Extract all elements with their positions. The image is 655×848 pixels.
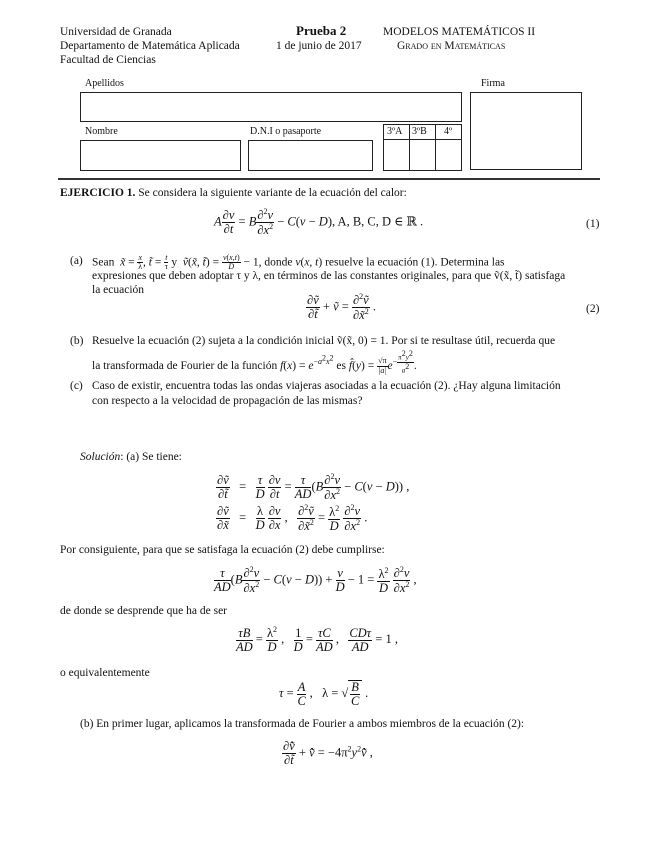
solution-intro: Solución: (a) Se tiene: — [80, 451, 182, 463]
dni-label: D.N.I o pasaporte — [250, 126, 322, 137]
degree-name: Grado en Matemáticas — [397, 40, 506, 52]
group-3b-label: 3ºB — [412, 126, 427, 137]
university-name: Universidad de Granada — [60, 26, 172, 38]
equation-1: A $\frac{\partial v}{\partial t}$ = B $\frac{\partial^2v}{\partial x^2}$ − C(v − D), A, B, C, D ∈ ℝ . — [214, 207, 424, 238]
part-a-line1: Sean x̃ = $\frac{x}{\lambda}$ , t̃ = $\frac{t}{\tau}$ y ṽ(x̃, t̃) = $\frac{v(x,t)}{D}$ − 1, donde v(x, t) resuelve la ecuación (1). Determina las — [92, 253, 505, 272]
solution-deduce: de donde se desprende que ha de ser — [60, 605, 228, 617]
solution-eq-derivative-x: $\frac{\text{∂ṽ}}{\partial x̃}$ = $\frac{\lambda}{D}$ $\frac{\partial v}{\partial x}$ , $\frac{\partial^2ṽ}{\partial x̃^2}$ = $\frac{\lambda^2}{D}$ $\frac{\partial^2v}{\partial x^2}$ . — [217, 503, 368, 534]
group-3a-label: 3ºA — [387, 126, 403, 137]
firma-label: Firma — [481, 78, 505, 89]
part-c-line1: Caso de existir, encuentra todas las ondas viajeras asociadas a la ecuación (2). ¿Hay alguna limitación — [92, 380, 561, 392]
firma-field[interactable] — [470, 92, 582, 170]
exercise-intro: EJERCICIO 1. Se considera la siguiente variante de la ecuación del calor: — [60, 187, 407, 199]
equation-2: $\frac{\text{∂ṽ}}{\partial t̃}$ + ṽ = $\frac{\partial^2ṽ}{\partial x̃^2}$ . — [307, 292, 376, 323]
part-b-line1: Resuelve la ecuación (2) sujeta a la condición inicial ṽ(x̃, 0) = 1. Por si te resultase útil, recuerda que — [92, 335, 556, 347]
apellidos-field[interactable] — [80, 92, 462, 122]
part-c-label: (c) — [70, 380, 83, 392]
part-b-line2: la transformada de Fourier de la función $f(x) = e^{-a^2x^2}$ es f̂(y) = $\frac{√\pi}{|a|}$ $e^{- \frac{\pi^2y^2}{a^2}}$ . — [92, 349, 417, 375]
part-c-line2: con respecto a la velocidad de propagación de las mismas? — [92, 395, 363, 407]
course-name: MODELOS MATEMÁTICOS II — [383, 26, 536, 38]
nombre-field[interactable] — [80, 140, 241, 171]
nombre-label: Nombre — [85, 126, 118, 137]
equation-1-number: (1) — [586, 218, 600, 230]
equation-2-number: (2) — [586, 303, 600, 315]
header-divider — [58, 178, 600, 180]
solution-parameter-relations: $\frac{\tau B}{AD}$ = $\frac{\lambda^2}{D}$ , $\frac{1}{D}$ = $\frac{\tau C}{AD}$ , $\frac{\text{CDτ}}{AD}$ = 1 , — [236, 625, 398, 655]
solution-equivalently: o equivalentemente — [60, 667, 150, 679]
exercise-heading: EJERCICIO 1. — [60, 187, 136, 199]
group-4-label: 4º — [444, 126, 453, 137]
faculty-name: Facultad de Ciencias — [60, 54, 156, 66]
solution-consequently: Por consiguiente, para que se satisfaga la ecuación (2) debe cumplirse: — [60, 544, 385, 556]
apellidos-label: Apellidos — [85, 78, 124, 89]
solution-eq-derivative-t: $\frac{\text{∂ṽ}}{\partial t̃}$ = $\frac{\tau}{D}$ $\frac{\partial v}{\partial t}$ = $\frac{\tau}{AD}$ (B $\frac{\partial^2v}{\partial x^2}$ − C(v − D)) , — [217, 472, 410, 503]
solution-part-b-intro: (b) En primer lugar, aplicamos la transformada de Fourier a ambos miembros de la ecuación (2): — [80, 718, 525, 730]
solution-tau-lambda: τ = $\frac{A}{C}$ , λ = √ $\frac{B}{C}$ . — [279, 679, 369, 709]
part-a-label: (a) — [70, 255, 83, 267]
part-a-line2: expresiones que deben adoptar τ y λ, en términos de las constantes originales, para que ṽ(x̃, t̃) satisfaga — [92, 270, 566, 282]
solution-label: Solución — [80, 451, 121, 463]
exam-title: Prueba 2 — [296, 23, 347, 38]
part-b-label: (b) — [70, 335, 84, 347]
part-a-line3: la ecuación — [92, 284, 145, 296]
solution-condition-eq: $\frac{\tau}{AD}$ (B $\frac{\partial^2v}{\partial x^2}$ − C(v − D)) + $\frac{v}{D}$ − 1 = $\frac{\lambda^2}{D}$ $\frac{\partial^2v}{\partial x^2}$ , — [214, 565, 417, 596]
exam-date: 1 de junio de 2017 — [276, 40, 362, 52]
department-name: Departamento de Matemática Aplicada — [60, 40, 240, 52]
solution-fourier-eq: $\frac{\partial v̂̃}{\partial t̃}$ + v̂̃ = $-4\pi^2y^2v̂̃$ , — [283, 739, 373, 768]
dni-field[interactable] — [248, 140, 373, 171]
